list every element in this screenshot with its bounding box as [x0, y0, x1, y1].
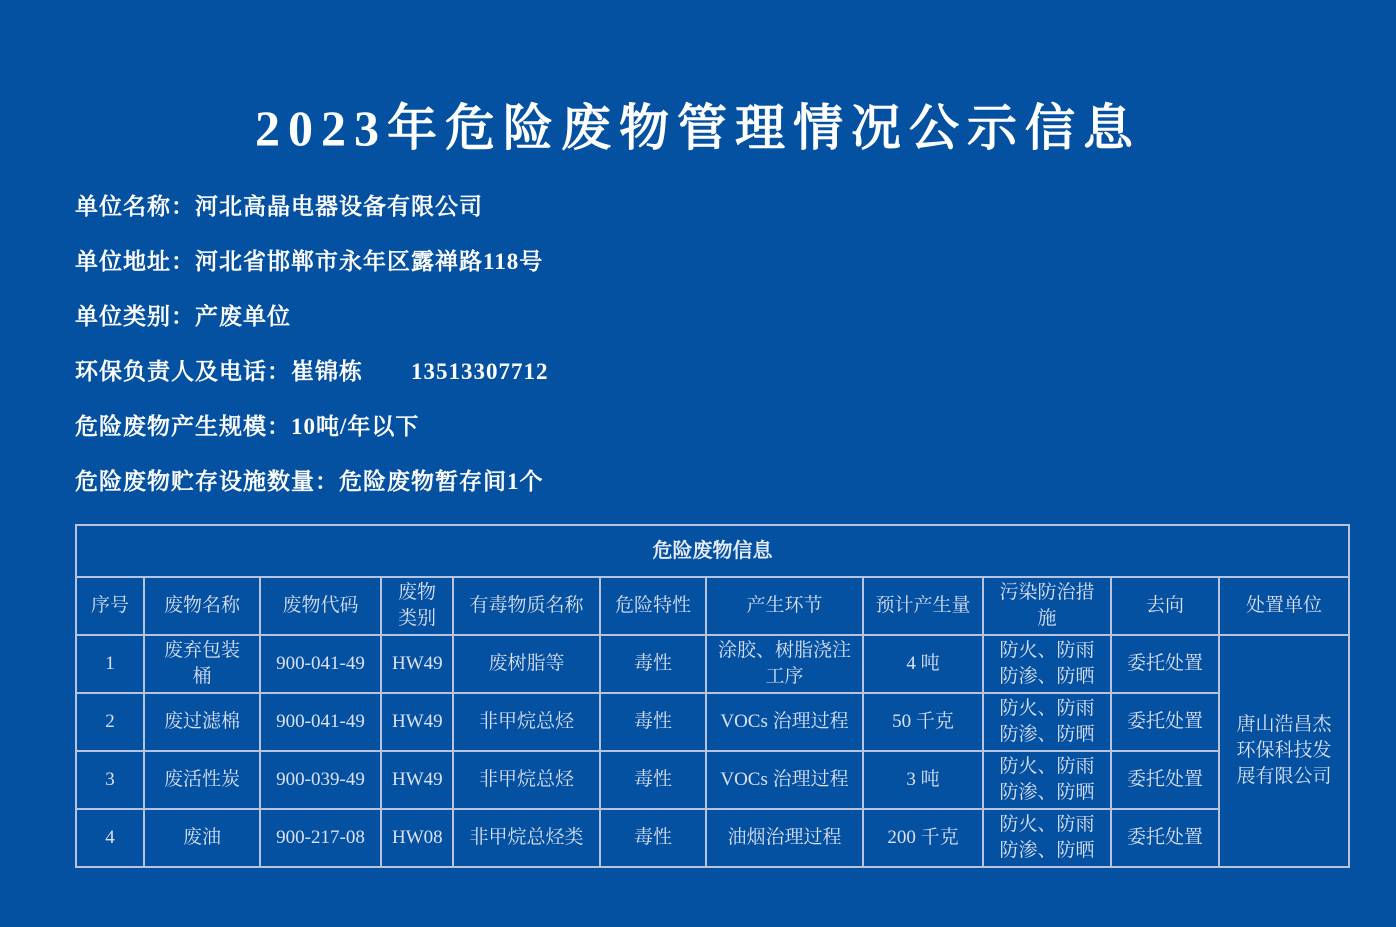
table-title-row — [76, 525, 1349, 577]
info-line-storage-facilities — [75, 469, 1396, 494]
info-line-waste-scale — [75, 414, 1396, 439]
cell-generation-stage: 涂胶、树脂浇注工序 — [706, 635, 863, 693]
cell-serial: 4 — [76, 809, 144, 867]
table-row — [76, 809, 1349, 867]
unit-type-value: 产废单位 — [195, 304, 291, 329]
cell-estimated-output: 3 吨 — [863, 751, 983, 809]
cell-waste-code: 900-217-08 — [260, 809, 381, 867]
col-pollution-control: 污染防治措施 — [983, 577, 1111, 635]
cell-waste-code: 900-041-49 — [260, 635, 381, 693]
unit-address-label: 单位地址： — [75, 249, 195, 274]
cell-pollution-control: 防火、防雨防渗、防晒 — [983, 693, 1111, 751]
cell-toxic-substance: 废树脂等 — [453, 635, 600, 693]
hazardous-waste-table — [75, 524, 1350, 868]
page-title: 2023年危险废物管理情况公示信息 — [255, 100, 1141, 156]
cell-hazard-trait: 毒性 — [600, 693, 706, 751]
cell-generation-stage: VOCs 治理过程 — [706, 693, 863, 751]
cell-destination: 委托处置 — [1111, 751, 1219, 809]
col-hazard-trait: 危险特性 — [600, 577, 706, 635]
cell-waste-category: HW08 — [381, 809, 453, 867]
table-header-row — [76, 577, 1349, 635]
storage-facilities-value: 危险废物暂存间1个 — [339, 469, 544, 494]
cell-hazard-trait: 毒性 — [600, 635, 706, 693]
cell-destination: 委托处置 — [1111, 693, 1219, 751]
cell-generation-stage: VOCs 治理过程 — [706, 751, 863, 809]
cell-waste-category: HW49 — [381, 635, 453, 693]
cell-serial: 2 — [76, 693, 144, 751]
table-row — [76, 693, 1349, 751]
cell-waste-category: HW49 — [381, 693, 453, 751]
responsible-person-phone: 13513307712 — [411, 359, 549, 384]
cell-waste-code: 900-039-49 — [260, 751, 381, 809]
cell-pollution-control: 防火、防雨防渗、防晒 — [983, 809, 1111, 867]
col-waste-code: 废物代码 — [260, 577, 381, 635]
col-generation-stage: 产生环节 — [706, 577, 863, 635]
cell-generation-stage: 油烟治理过程 — [706, 809, 863, 867]
cell-toxic-substance: 非甲烷总烃类 — [453, 809, 600, 867]
unit-address-value: 河北省邯郸市永年区露禅路118号 — [195, 249, 544, 274]
cell-waste-name: 废油 — [144, 809, 260, 867]
col-destination: 去向 — [1111, 577, 1219, 635]
responsible-person-value: 崔锦栋 — [291, 359, 363, 384]
info-section — [75, 194, 1396, 494]
cell-waste-name: 废弃包装桶 — [144, 635, 260, 693]
cell-estimated-output: 200 千克 — [863, 809, 983, 867]
cell-estimated-output: 50 千克 — [863, 693, 983, 751]
cell-waste-name: 废过滤棉 — [144, 693, 260, 751]
unit-name-value: 河北高晶电器设备有限公司 — [195, 194, 483, 219]
cell-waste-category: HW49 — [381, 751, 453, 809]
cell-serial: 1 — [76, 635, 144, 693]
storage-facilities-label: 危险废物贮存设施数量： — [75, 469, 339, 494]
cell-serial: 3 — [76, 751, 144, 809]
table-row — [76, 635, 1349, 693]
waste-scale-value: 10吨/年以下 — [291, 414, 420, 439]
cell-hazard-trait: 毒性 — [600, 809, 706, 867]
cell-estimated-output: 4 吨 — [863, 635, 983, 693]
cell-waste-name: 废活性炭 — [144, 751, 260, 809]
cell-toxic-substance: 非甲烷总烃 — [453, 693, 600, 751]
cell-waste-code: 900-041-49 — [260, 693, 381, 751]
cell-hazard-trait: 毒性 — [600, 751, 706, 809]
col-disposal-unit: 处置单位 — [1219, 577, 1349, 635]
table-title: 危险废物信息 — [76, 525, 1349, 577]
cell-pollution-control: 防火、防雨防渗、防晒 — [983, 751, 1111, 809]
info-line-unit-type — [75, 304, 1396, 329]
cell-destination: 委托处置 — [1111, 809, 1219, 867]
cell-destination: 委托处置 — [1111, 635, 1219, 693]
info-line-unit-address — [75, 249, 1396, 274]
cell-pollution-control: 防火、防雨防渗、防晒 — [983, 635, 1111, 693]
waste-scale-label: 危险废物产生规模： — [75, 414, 291, 439]
unit-name-label: 单位名称： — [75, 194, 195, 219]
info-line-responsible-person — [75, 359, 1396, 384]
col-estimated-output: 预计产生量 — [863, 577, 983, 635]
info-line-unit-name — [75, 194, 1396, 219]
col-toxic-substance: 有毒物质名称 — [453, 577, 600, 635]
responsible-person-label: 环保负责人及电话： — [75, 359, 291, 384]
unit-type-label: 单位类别： — [75, 304, 195, 329]
col-serial: 序号 — [76, 577, 144, 635]
col-waste-category: 废物类别 — [381, 577, 453, 635]
col-waste-name: 废物名称 — [144, 577, 260, 635]
cell-disposal-company: 唐山浩昌杰环保科技发展有限公司 — [1219, 635, 1349, 867]
cell-toxic-substance: 非甲烷总烃 — [453, 751, 600, 809]
table-row — [76, 751, 1349, 809]
